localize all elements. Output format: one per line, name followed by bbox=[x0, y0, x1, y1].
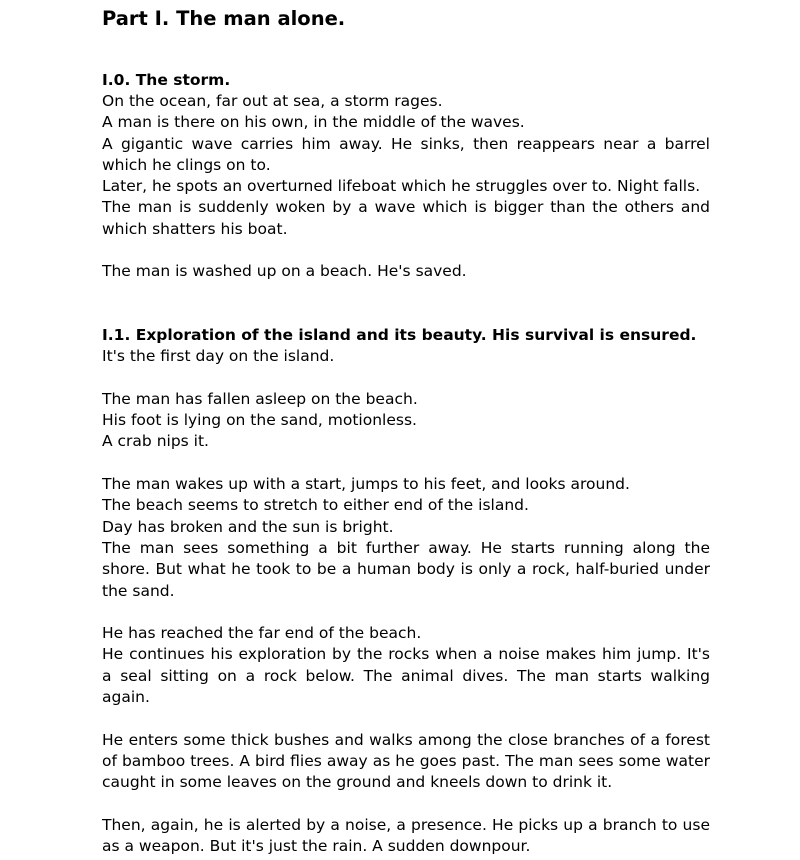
part-title: Part I. The man alone. bbox=[102, 7, 346, 30]
paragraph-gap bbox=[102, 453, 710, 474]
paragraph: His foot is lying on the sand, motionless. bbox=[102, 411, 417, 430]
paragraph: The beach seems to stretch to either end of the island. bbox=[102, 496, 529, 515]
paragraph: The man has fallen asleep on the beach. bbox=[102, 389, 418, 408]
paragraph: The man wakes up with a start, jumps to his feet, and looks around. bbox=[102, 475, 630, 494]
paragraph-gap bbox=[102, 708, 710, 729]
paragraph: A crab nips it. bbox=[102, 432, 209, 451]
paragraph: Then, again, he is alerted by a noise, a presence. He picks up a branch to use as a weapon. But it's just the rain. A sudden downpour. bbox=[102, 815, 710, 856]
paragraph-gap bbox=[102, 368, 710, 389]
section-storm bbox=[102, 70, 710, 283]
paragraph-gap bbox=[102, 794, 710, 815]
paragraph: He has reached the far end of the beach. bbox=[102, 624, 422, 643]
section-title: I.0. The storm. bbox=[102, 71, 231, 89]
paragraph: He enters some thick bushes and walks among the close branches of a forest of bamboo trees. A bird flies away as he goes past. The man sees some water caught in some leaves on the ground and kneels down to drink it. bbox=[102, 730, 710, 792]
paragraph: He continues his exploration by the rocks when a noise makes him jump. It's a seal sitting on a rock below. The animal dives. The man starts walking again. bbox=[102, 645, 710, 707]
paragraph-gap bbox=[102, 240, 710, 261]
section-title: I.1. Exploration of the island and its beauty. His survival is ensured. bbox=[102, 326, 697, 345]
paragraph: The man is suddenly woken by a wave which is bigger than the others and which shatters his boat. bbox=[102, 198, 710, 238]
paragraph: Later, he spots an overturned lifeboat which he struggles over to. Night falls. bbox=[102, 177, 701, 196]
section-gap bbox=[102, 283, 710, 326]
paragraph: The man is washed up on a beach. He's saved. bbox=[102, 262, 467, 281]
paragraph: On the ocean, far out at sea, a storm rages. bbox=[102, 92, 443, 110]
paragraph: It's the first day on the island. bbox=[102, 347, 335, 366]
paragraph-gap bbox=[102, 602, 710, 623]
paragraph: A man is there on his own, in the middle of the waves. bbox=[102, 113, 525, 132]
section-exploration bbox=[102, 325, 710, 857]
document-page bbox=[102, 6, 710, 857]
paragraph: Day has broken and the sun is bright. bbox=[102, 517, 394, 536]
paragraph: A gigantic wave carries him away. He sinks, then reappears near a barrel which he clings on to. bbox=[102, 134, 710, 174]
paragraph: The man sees something a bit further away. He starts running along the shore. But what he took to be a human body is only a rock, half-buried under the sand. bbox=[102, 538, 710, 600]
